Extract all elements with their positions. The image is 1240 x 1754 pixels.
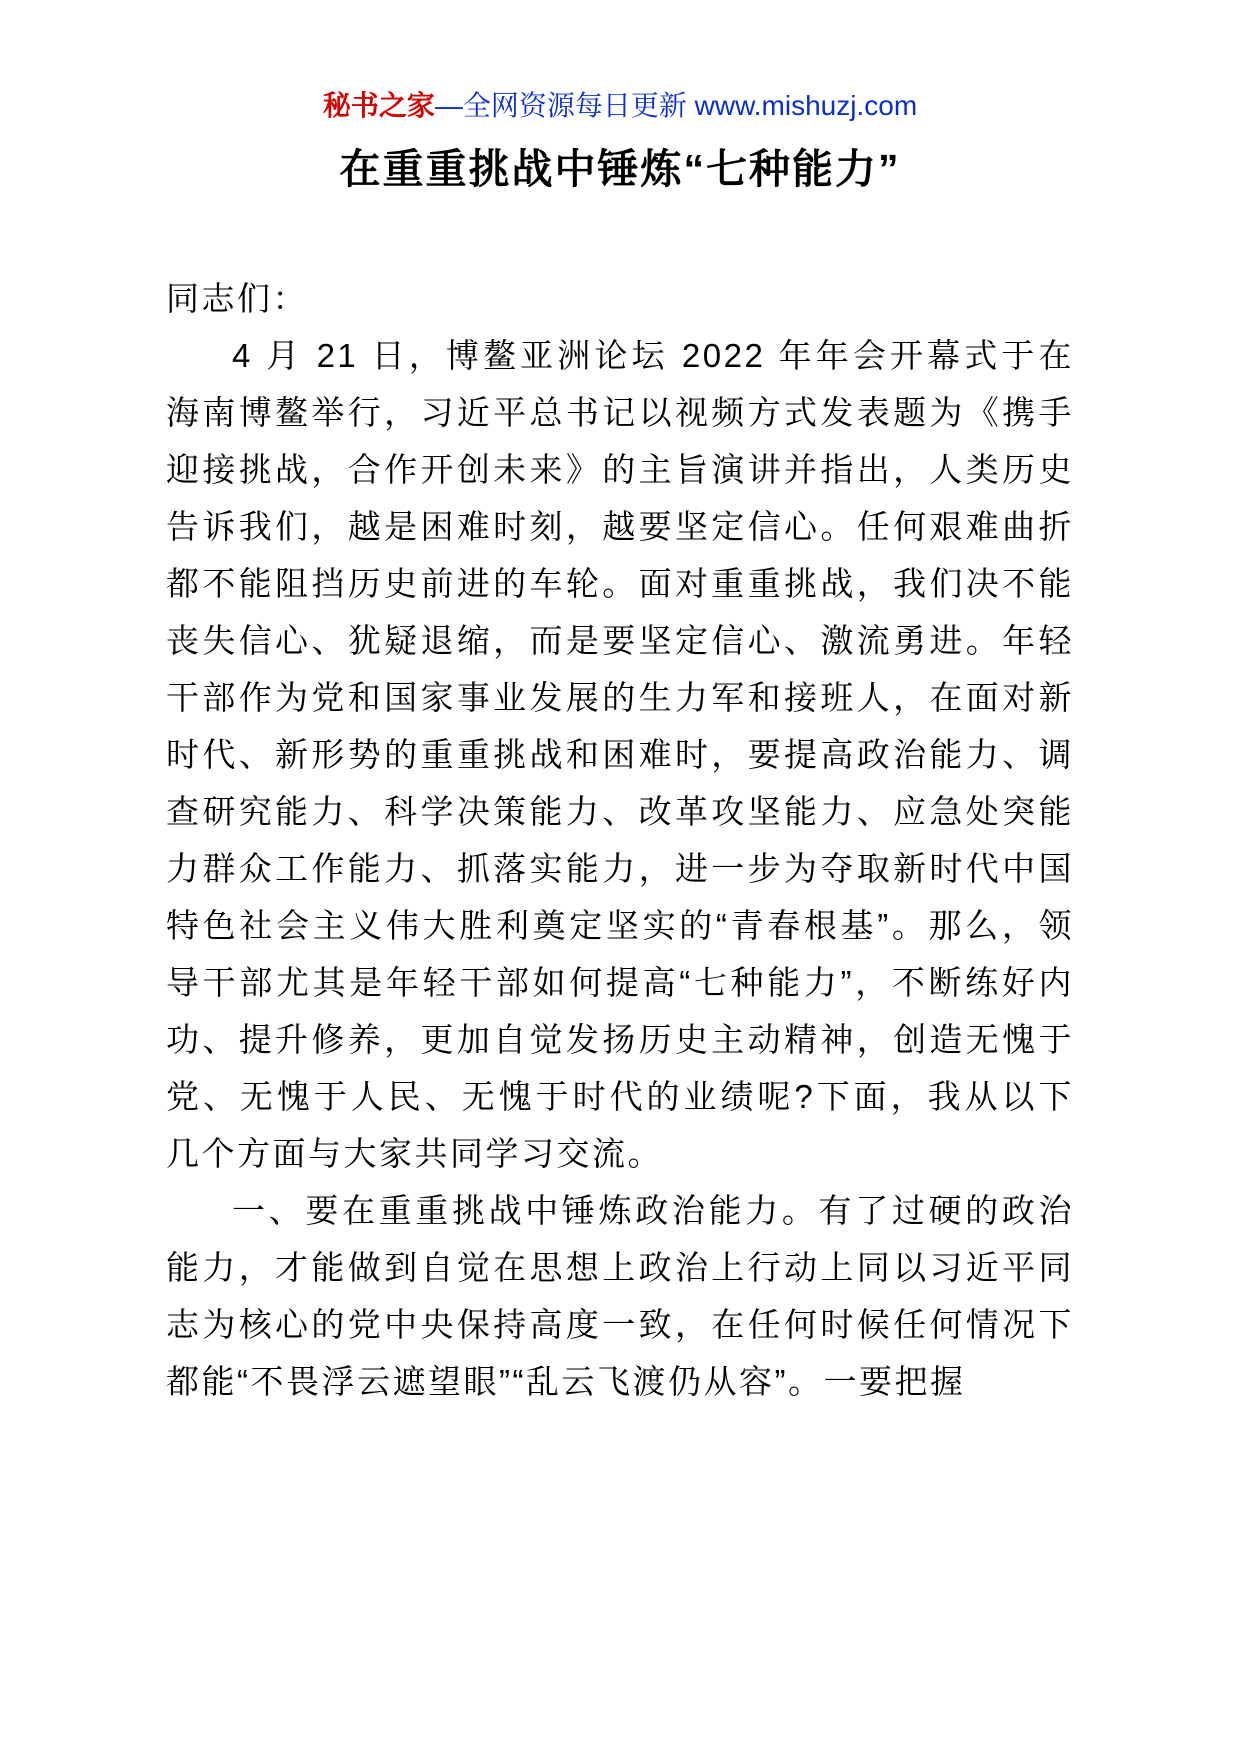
paragraph-intro: 4 月 21 日，博鳌亚洲论坛 2022 年年会开幕式于在海南博鳌举行，习近平总书记以视频方式发表题为《携手迎接挑战，合作开创未来》的主旨演讲并指出，人类历史告诉我们，越是困难时刻，越要坚定信心。任何艰难曲折都不能阻挡历史前进的车轮。面对重重挑战，我们决不能丧失信心、犹疑退缩，而是要坚定信心、激流勇进。年轻干部作为党和国家事业发展的生力军和接班人，在面对新时代、新形势的重重挑战和困难时，要提高政治能力、调查研究能力、科学决策能力、改革攻坚能力、应急处突能力群众工作能力、抓落实能力，进一步为夺取新时代中国特色社会主义伟大胜利奠定坚实的“青春根基”。那么，领导干部尤其是年轻干部如何提高“七种能力”，不断练好内功、提升修养，更加自觉发扬历史主动精神，创造无愧于党、无愧于人民、无愧于时代的业绩呢?下面，我从以下几个方面与大家共同学习交流。 (166, 337, 1074, 1172)
document-body (166, 270, 1074, 1410)
site-brand: 秘书之家 (322, 90, 435, 121)
site-url-link[interactable]: www.mishuzj.com (694, 90, 918, 121)
salutation: 同志们： (166, 280, 308, 317)
site-header (166, 86, 1074, 126)
paragraph-section-1: 一、要在重重挑战中锤炼政治能力。有了过硬的政治能力，才能做到自觉在思想上政治上行动上同以习近平同志为核心的党中央保持高度一致，在任何时候任何情况下都能“不畏浮云遮望眼”“乱云飞渡仍从容”。一要把握 (166, 1192, 1074, 1400)
site-tagline: —全网资源每日更新 (434, 90, 695, 121)
document-title: 在重重挑战中锤炼“七种能力” (339, 146, 901, 192)
